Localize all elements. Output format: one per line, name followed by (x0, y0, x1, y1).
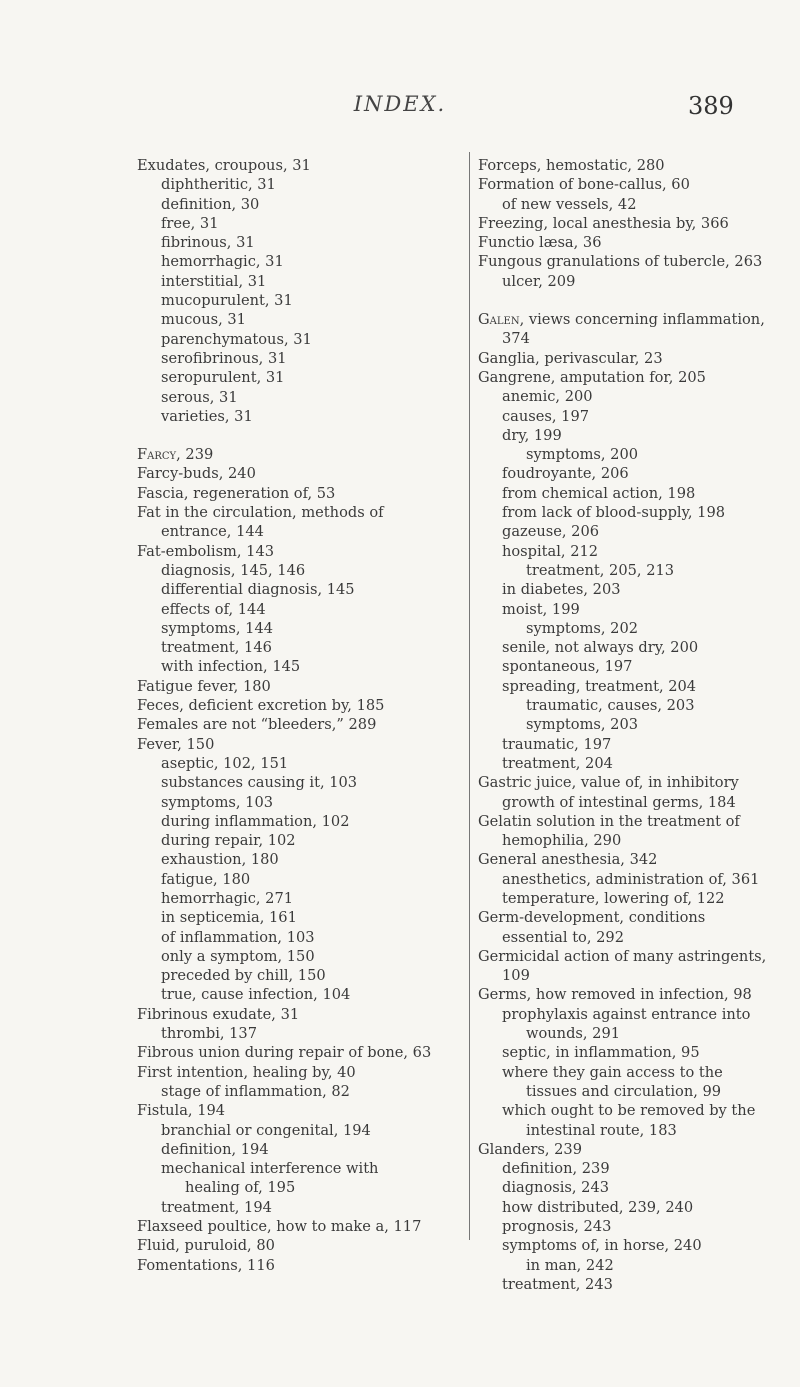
index-entry: Gelatin solution in the treatment of hemophilia, 290 (478, 812, 740, 850)
index-subentry: during inflammation, 102 (161, 812, 350, 830)
index-subentry: stage of inflammation, 82 (161, 1082, 350, 1100)
index-subentry: in diabetes, 203 (502, 581, 621, 599)
index-entry: Fascia, regeneration of, 53 (137, 484, 336, 502)
index-subentry: definition, 30 (161, 195, 260, 213)
index-subentry: mucopurulent, 31 (161, 292, 293, 310)
index-subentry: substances causing it, 103 (161, 774, 358, 792)
index-subentry: temperature, lowering of, 122 (502, 889, 725, 907)
index-entry: Farcy-buds, 240 (137, 465, 256, 483)
index-subentry: causes, 197 (502, 407, 590, 425)
index-subentry: free, 31 (161, 214, 219, 232)
index-entry: Fibrinous exudate, 31 (137, 1005, 300, 1023)
index-entry: Gangrene, amputation for, 205 (478, 368, 706, 386)
index-subentry: anesthetics, administration of, 361 (502, 870, 760, 888)
index-subentry: treatment, 194 (161, 1198, 272, 1216)
index-entry: First intention, healing by, 40 (137, 1063, 356, 1081)
index-entry: Freezing, local anesthesia by, 366 (478, 214, 729, 232)
index-subentry: from chemical action, 198 (502, 484, 696, 502)
index-subentry: gazeuse, 206 (502, 523, 600, 541)
index-subentry: dry, 199 (502, 426, 562, 444)
index-subentry: treatment, 243 (502, 1275, 613, 1293)
index-entry: Exudates, croupous, 31 (137, 157, 311, 174)
index-entry: General anesthesia, 342 (478, 851, 658, 869)
index-subentry: from lack of blood-supply, 198 (502, 504, 726, 522)
index-subentry: exhaustion, 180 (161, 851, 279, 869)
index-entry: Galen, views concerning inflammation, 374 (478, 311, 765, 348)
index-subentry: varieties, 31 (161, 407, 253, 425)
index-entry: Ganglia, perivascular, 23 (478, 349, 663, 367)
index-subentry: in man, 242 (526, 1256, 614, 1274)
index-entry: Flaxseed poultice, how to make a, 117 (137, 1218, 422, 1236)
index-subentry: preceded by chill, 150 (161, 967, 326, 985)
index-subentry: with infection, 145 (161, 658, 301, 676)
index-subentry: anemic, 200 (502, 388, 593, 406)
index-column-right (478, 156, 770, 1294)
index-subentry: aseptic, 102, 151 (161, 754, 289, 772)
index-entry: Gastric juice, value of, in inhibitory growth of intestinal germs, 184 (478, 774, 739, 811)
index-subentry: during repair, 102 (161, 832, 296, 850)
index-entry: Fat-embolism, 143 (137, 542, 275, 560)
index-entry: Fat in the circulation, methods of entrance, 144 (137, 504, 384, 541)
index-subentry: treatment, 204 (502, 754, 613, 772)
index-entry: Fibrous union during repair of bone, 63 (137, 1044, 432, 1062)
index-subentry: hemorrhagic, 271 (161, 889, 294, 907)
index-subentry: foudroyante, 206 (502, 465, 629, 483)
index-subentry: mechanical interference with healing of, 195 (161, 1160, 379, 1197)
index-entry: Germicidal action of many astringents, 109 (478, 947, 767, 985)
index-entry: Formation of bone-callus, 60 (478, 176, 690, 194)
index-subentry: how distributed, 239, 240 (502, 1198, 694, 1216)
index-subentry: prognosis, 243 (502, 1218, 612, 1236)
index-subentry: definition, 239 (502, 1160, 610, 1178)
index-subentry: symptoms, 144 (161, 619, 274, 637)
page-header (0, 92, 800, 132)
index-subentry: fatigue, 180 (161, 870, 251, 888)
index-subentry: septic, in inflammation, 95 (502, 1044, 700, 1062)
index-column-left (137, 156, 437, 1275)
index-subentry: hospital, 212 (502, 542, 599, 560)
index-subentry: in septicemia, 161 (161, 909, 297, 927)
index-subentry: symptoms of, in horse, 240 (502, 1237, 702, 1255)
index-subentry: parenchymatous, 31 (161, 330, 312, 348)
index-subentry: fibrinous, 31 (161, 234, 255, 252)
index-entry: Fungous granulations of tubercle, 263 (478, 253, 763, 271)
index-subentry: traumatic, causes, 203 (526, 697, 695, 715)
index-subentry: seropurulent, 31 (161, 369, 285, 387)
index-entry: Feces, deficient excretion by, 185 (137, 697, 385, 715)
index-subentry: treatment, 205, 213 (526, 561, 675, 579)
index-subentry: thrombi, 137 (161, 1025, 258, 1043)
index-subentry: spreading, treatment, 204 (502, 677, 697, 695)
index-subentry: diphtheritic, 31 (161, 176, 276, 194)
index-subentry: ulcer, 209 (502, 272, 576, 290)
index-subentry: interstitial, 31 (161, 272, 267, 290)
index-entry: Fluid, puruloid, 80 (137, 1237, 275, 1255)
index-subentry: diagnosis, 243 (502, 1179, 610, 1197)
page-number: 389 (688, 92, 734, 120)
index-subentry: only a symptom, 150 (161, 947, 315, 965)
index-subentry: effects of, 144 (161, 600, 266, 618)
index-subentry: where they gain access to the tissues and circulation, 99 (502, 1063, 723, 1100)
index-subentry: symptoms, 203 (526, 716, 639, 734)
index-subentry: symptoms, 200 (526, 446, 639, 464)
index-entry: Fomentations, 116 (137, 1256, 275, 1274)
index-entry: Germs, how removed in infection, 98 (478, 986, 752, 1004)
index-subentry: treatment, 146 (161, 639, 272, 657)
index-subentry: hemorrhagic, 31 (161, 253, 284, 271)
index-subentry: definition, 194 (161, 1140, 269, 1158)
index-subentry: symptoms, 103 (161, 793, 274, 811)
index-entry: Germ-development, conditions essential to, 292 (478, 909, 706, 946)
index-entry: Fever, 150 (137, 735, 215, 753)
index-entry: Forceps, hemostatic, 280 (478, 157, 665, 174)
index-entry: Farcy, 239 (137, 446, 214, 464)
index-subentry: traumatic, 197 (502, 735, 612, 753)
index-subentry: differential diagnosis, 145 (161, 581, 355, 599)
index-subentry: moist, 199 (502, 600, 580, 618)
index-subentry: which ought to be removed by the intestinal route, 183 (502, 1102, 756, 1139)
column-divider (469, 152, 470, 1240)
index-entry: Glanders, 239 (478, 1140, 583, 1158)
index-subentry: mucous, 31 (161, 311, 246, 329)
index-entry: Functio læsa, 36 (478, 234, 602, 252)
index-subentry: prophylaxis against entrance into wounds, 291 (502, 1005, 751, 1043)
index-subentry: serous, 31 (161, 388, 238, 406)
index-entry: Fistula, 194 (137, 1102, 226, 1120)
index-subentry: true, cause infection, 104 (161, 986, 351, 1004)
index-subentry: branchial or congenital, 194 (161, 1121, 371, 1139)
index-subentry: diagnosis, 145, 146 (161, 561, 306, 579)
index-subentry: of inflammation, 103 (161, 928, 315, 946)
index-entry: Fatigue fever, 180 (137, 677, 271, 695)
index-subentry: spontaneous, 197 (502, 658, 633, 676)
index-subentry: of new vessels, 42 (502, 195, 637, 213)
running-title: INDEX. (353, 92, 447, 116)
index-subentry: senile, not always dry, 200 (502, 639, 699, 657)
index-entry: Females are not “bleeders,” 289 (137, 716, 377, 734)
index-subentry: symptoms, 202 (526, 619, 639, 637)
index-subentry: serofibrinous, 31 (161, 349, 287, 367)
